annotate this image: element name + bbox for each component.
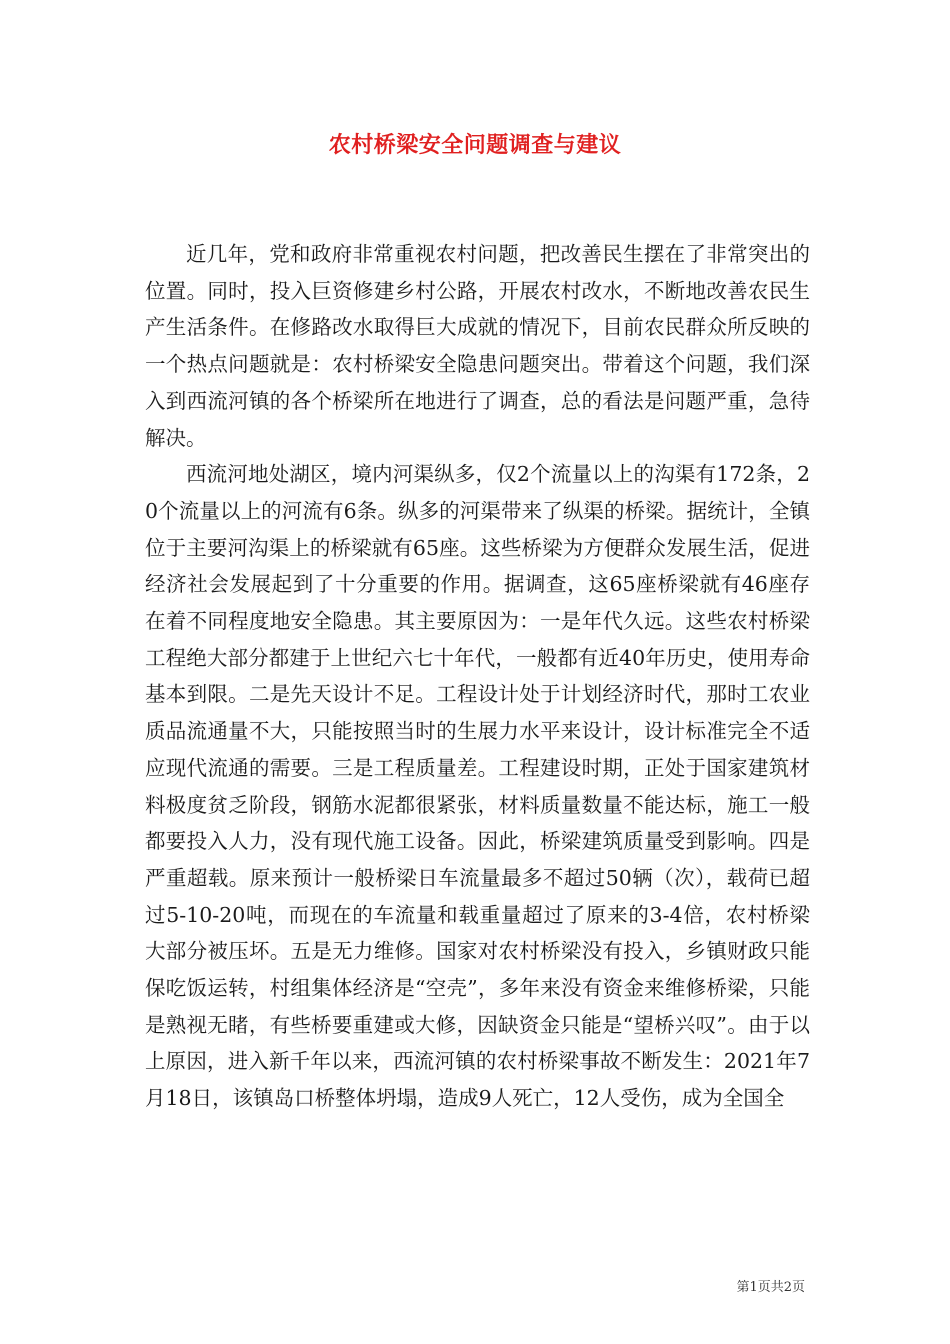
paragraph-analysis: 西流河地处湖区，境内河渠纵多，仅2个流量以上的沟渠有172条，20个流量以上的河流有6条。纵多的河渠带来了纵渠的桥梁。据统计，全镇位于主要河沟渠上的桥梁就有65座。这些桥梁为方便群众发展生活，促进经济社会发展起到了十分重要的作用。据调查，这65座桥梁就有46座存在着不同程度地安全隐患。其主要原因为：一是年代久远。这些农村桥梁工程绝大部分都建于上世纪六七十年代，一般都有近40年历史，使用寿命基本到限。二是先天设计不足。工程设计处于计划经济时代，那时工农业质品流通量不大，只能按照当时的生展力水平来设计，设计标准完全不适应现代流通的需要。三是工程质量差。工程建设时期，正处于国家建筑材料极度贫乏阶段，钢筋水泥都很紧张，材料质量数量不能达标，施工一般都要投入人力，没有现代施工设备。因此，桥梁建筑质量受到影响。四是严重超载。原来预计一般桥梁日车流量最多不超过50辆（次），载荷已超过5-10-20吨，而现在的车流量和载重量超过了原来的3-4倍，农村桥梁大部分被压坏。五是无力维修。国家对农村桥梁没有投入，乡镇财政只能保吃饭运转，村组集体经济是“空壳”，多年来没有资金来维修桥梁，只能是熟视无睹，有些桥要重建或大修，因缺资金只能是“望桥兴叹”。由于以上原因，进入新千年以来，西流河镇的农村桥梁事故不断发生：2021年7月18日，该镇岛口桥整体坍塌，造成9人死亡，12人受伤，成为全国全 bbox=[145, 462, 810, 1111]
page-number: 第1页共2页 bbox=[736, 1280, 805, 1295]
paragraph-intro: 近几年，党和政府非常重视农村问题，把改善民生摆在了非常突出的位置。同时，投入巨资修建乡村公路，开展农村改水，不断地改善农民生产生活条件。在修路改水取得巨大成就的情况下，目前农民群众所反映的一个热点问题就是：农村桥梁安全隐患问题突出。带着这个问题，我们深入到西流河镇的各个桥梁所在地进行了调查，总的看法是问题严重，急待解决。 bbox=[145, 242, 810, 450]
page-title: 农村桥梁安全问题调查与建议 bbox=[328, 132, 622, 158]
document-body bbox=[145, 236, 810, 1117]
